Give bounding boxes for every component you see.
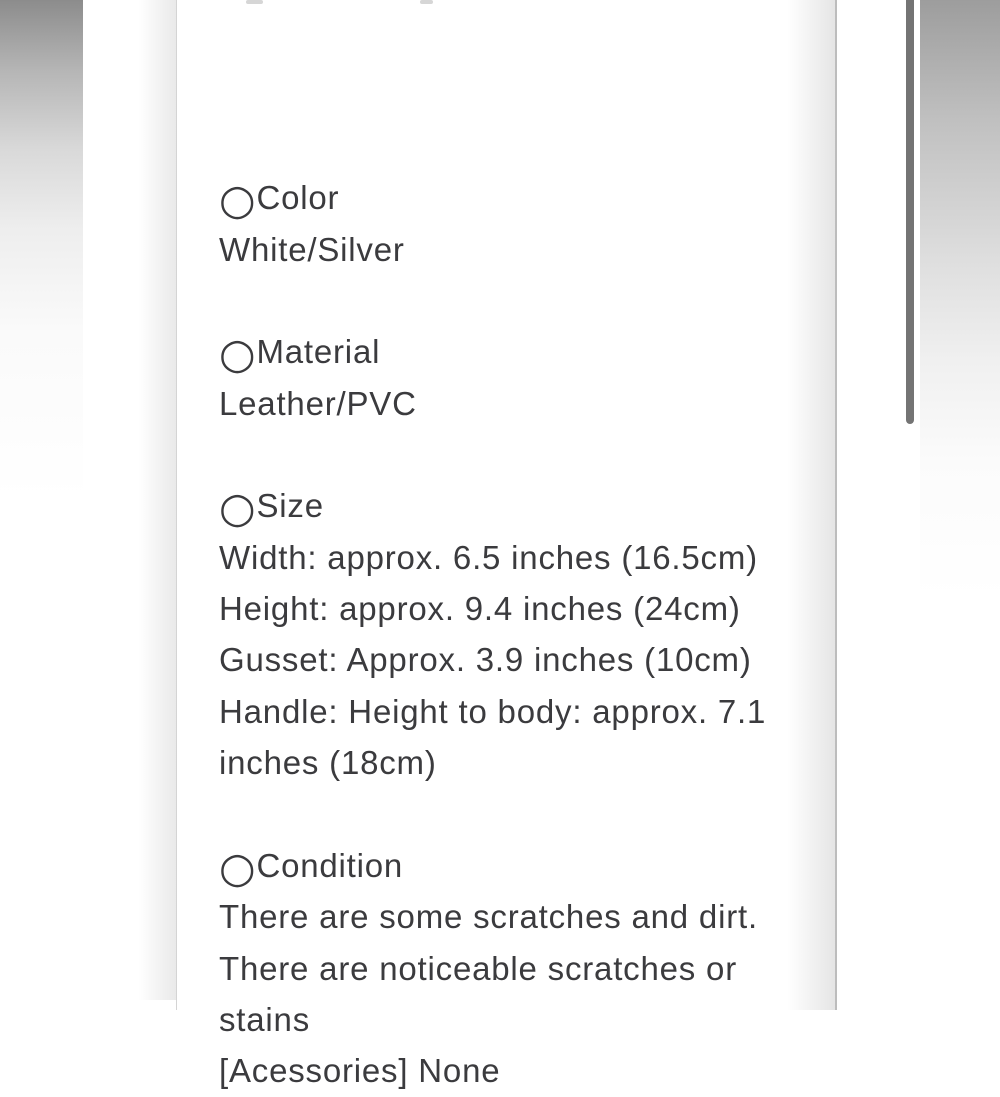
section-bullet-icon: ○ [219,842,257,892]
description-line [219,480,809,531]
backdrop-gradient-left [0,0,83,1000]
description-line [219,172,809,223]
description-line: [Acessories] None [219,1052,501,1090]
description-line: Gusset: Approx. 3.9 inches (10cm) [219,641,752,679]
description-line [219,326,809,377]
section-heading-label: Size [256,487,324,525]
description-line: Height: approx. 9.4 inches (24cm) [219,590,741,628]
section-heading-label: Color [256,179,340,217]
description-line: Width: approx. 6.5 inches (16.5cm) [219,538,758,576]
section-heading-label: Material [256,333,381,371]
description-line [219,840,809,891]
description-line [219,788,809,839]
panel-right-edge-shadow [787,0,835,1010]
section-heading-label: Condition [256,846,404,884]
description-line: Leather/PVC [219,384,417,422]
section-bullet-icon: ○ [219,483,257,533]
description-line: stains [219,1000,311,1038]
clipped-text-fragment [420,0,433,4]
description-line [219,429,809,480]
clipped-text-fragment [246,0,263,4]
description-line: There are some scratches and dirt. [219,898,758,936]
description-line: Handle: Height to body: approx. 7.1 [219,692,767,730]
description-line: There are noticeable scratches or [219,949,737,987]
description-line [219,275,809,326]
description-line: inches (18cm) [219,744,437,782]
panel-left-shadow [138,0,176,1000]
scrollbar-thumb[interactable] [906,0,914,424]
section-bullet-icon: ○ [219,329,257,379]
backdrop-gradient-right [920,0,1000,1000]
description-text [219,7,809,1097]
description-line: White/Silver [219,230,405,268]
description-panel[interactable] [176,0,837,1090]
description-line [219,121,809,172]
section-bullet-icon: ○ [219,175,257,225]
